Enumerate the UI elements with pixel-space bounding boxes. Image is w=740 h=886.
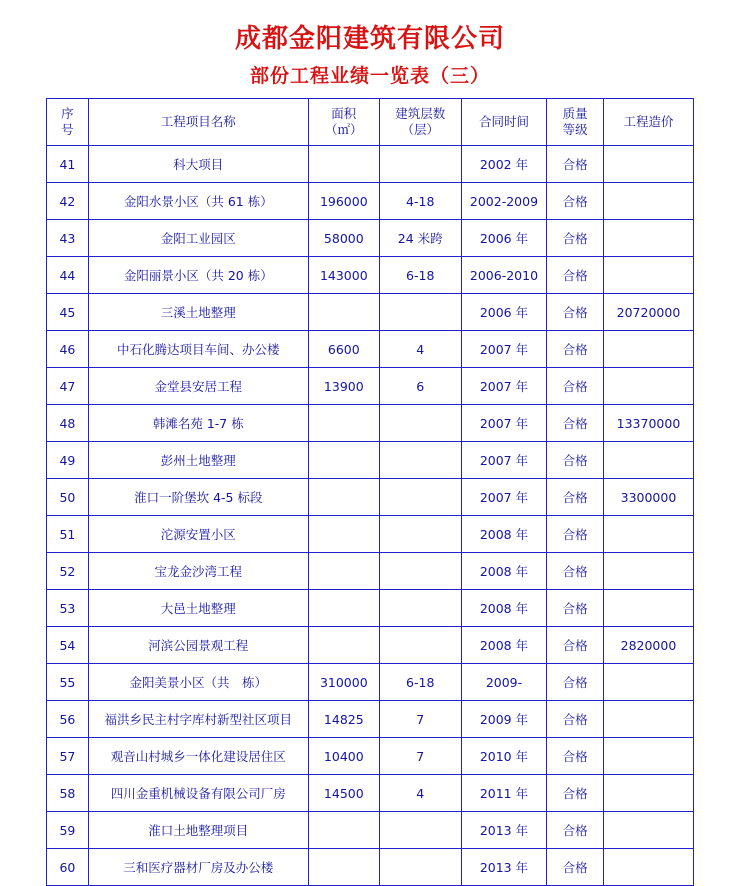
cell-grade: 合格 xyxy=(547,405,604,442)
cell-name: 淮口一阶堡坎 4-5 标段 xyxy=(88,479,308,516)
cell-date: 2007 年 xyxy=(461,405,547,442)
table-row xyxy=(47,368,694,405)
cell-date: 2007 年 xyxy=(461,368,547,405)
cell-floors xyxy=(379,516,461,553)
cell-name: 金阳丽景小区（共 20 栋） xyxy=(88,257,308,294)
cell-grade: 合格 xyxy=(547,553,604,590)
cell-area xyxy=(308,479,379,516)
cell-floors xyxy=(379,812,461,849)
cell-cost xyxy=(603,775,693,812)
cell-floors xyxy=(379,627,461,664)
table-header xyxy=(47,99,694,146)
cell-area: 14825 xyxy=(308,701,379,738)
table-row xyxy=(47,849,694,886)
cell-no: 41 xyxy=(47,146,89,183)
cell-area: 13900 xyxy=(308,368,379,405)
table-row xyxy=(47,294,694,331)
table-row xyxy=(47,664,694,701)
cell-grade: 合格 xyxy=(547,812,604,849)
cell-floors: 4-18 xyxy=(379,183,461,220)
cell-name: 河滨公园景观工程 xyxy=(88,627,308,664)
cell-floors xyxy=(379,590,461,627)
cell-cost xyxy=(603,849,693,886)
cell-date: 2008 年 xyxy=(461,627,547,664)
cell-area xyxy=(308,553,379,590)
table-row xyxy=(47,553,694,590)
cell-name: 金阳美景小区（共 栋） xyxy=(88,664,308,701)
table-row xyxy=(47,479,694,516)
column-header-grade-line1: 质量 xyxy=(562,106,588,122)
cell-no: 49 xyxy=(47,442,89,479)
cell-floors: 4 xyxy=(379,331,461,368)
cell-date: 2006 年 xyxy=(461,294,547,331)
cell-cost xyxy=(603,516,693,553)
column-header-area xyxy=(308,99,379,146)
cell-name: 金阳水景小区（共 61 栋） xyxy=(88,183,308,220)
column-header-area-line2: （㎡） xyxy=(325,122,363,137)
cell-area xyxy=(308,849,379,886)
cell-grade: 合格 xyxy=(547,331,604,368)
cell-grade: 合格 xyxy=(547,775,604,812)
cell-grade: 合格 xyxy=(547,442,604,479)
cell-no: 42 xyxy=(47,183,89,220)
cell-floors xyxy=(379,405,461,442)
cell-name: 中石化腾达项目车间、办公楼 xyxy=(88,331,308,368)
cell-cost xyxy=(603,701,693,738)
cell-area xyxy=(308,516,379,553)
cell-name: 三和医疗器材厂房及办公楼 xyxy=(88,849,308,886)
cell-date: 2002 年 xyxy=(461,146,547,183)
table-row xyxy=(47,701,694,738)
cell-date: 2009 年 xyxy=(461,701,547,738)
cell-no: 51 xyxy=(47,516,89,553)
cell-area xyxy=(308,405,379,442)
cell-no: 60 xyxy=(47,849,89,886)
cell-cost xyxy=(603,664,693,701)
cell-grade: 合格 xyxy=(547,220,604,257)
cell-cost xyxy=(603,553,693,590)
table-header-row xyxy=(47,99,694,146)
cell-name: 金阳工业园区 xyxy=(88,220,308,257)
cell-floors xyxy=(379,479,461,516)
cell-area: 196000 xyxy=(308,183,379,220)
cell-grade: 合格 xyxy=(547,590,604,627)
cell-area xyxy=(308,146,379,183)
cell-no: 53 xyxy=(47,590,89,627)
column-header-date xyxy=(461,99,547,146)
table-body xyxy=(47,146,694,886)
cell-no: 55 xyxy=(47,664,89,701)
column-header-name xyxy=(88,99,308,146)
column-header-no xyxy=(47,99,89,146)
cell-cost xyxy=(603,257,693,294)
cell-floors: 24 米跨 xyxy=(379,220,461,257)
cell-no: 48 xyxy=(47,405,89,442)
cell-grade: 合格 xyxy=(547,183,604,220)
cell-cost xyxy=(603,442,693,479)
cell-floors: 6-18 xyxy=(379,257,461,294)
cell-floors xyxy=(379,849,461,886)
cell-name: 彭州土地整理 xyxy=(88,442,308,479)
table-row xyxy=(47,257,694,294)
cell-cost: 20720000 xyxy=(603,294,693,331)
cell-grade: 合格 xyxy=(547,664,604,701)
cell-no: 46 xyxy=(47,331,89,368)
cell-date: 2011 年 xyxy=(461,775,547,812)
cell-no: 54 xyxy=(47,627,89,664)
cell-floors: 6 xyxy=(379,368,461,405)
cell-no: 58 xyxy=(47,775,89,812)
cell-cost: 13370000 xyxy=(603,405,693,442)
column-header-no-line2: 号 xyxy=(61,122,74,137)
table-row xyxy=(47,405,694,442)
column-header-grade-line2: 等级 xyxy=(562,122,588,137)
cell-floors xyxy=(379,146,461,183)
cell-name: 淮口土地整理项目 xyxy=(88,812,308,849)
cell-no: 47 xyxy=(47,368,89,405)
cell-floors xyxy=(379,294,461,331)
cell-area: 143000 xyxy=(308,257,379,294)
cell-floors: 7 xyxy=(379,738,461,775)
cell-grade: 合格 xyxy=(547,479,604,516)
table-row xyxy=(47,220,694,257)
company-title: 成都金阳建筑有限公司 xyxy=(234,24,505,54)
cell-cost xyxy=(603,738,693,775)
cell-area: 10400 xyxy=(308,738,379,775)
column-header-floors-line2: （层） xyxy=(401,122,439,137)
cell-date: 2002-2009 xyxy=(461,183,547,220)
cell-cost xyxy=(603,183,693,220)
cell-grade: 合格 xyxy=(547,738,604,775)
table-row xyxy=(47,775,694,812)
cell-cost: 2820000 xyxy=(603,627,693,664)
cell-cost xyxy=(603,368,693,405)
cell-grade: 合格 xyxy=(547,294,604,331)
cell-no: 59 xyxy=(47,812,89,849)
column-header-cost xyxy=(603,99,693,146)
cell-area xyxy=(308,294,379,331)
cell-name: 宝龙金沙湾工程 xyxy=(88,553,308,590)
cell-cost: 3300000 xyxy=(603,479,693,516)
cell-name: 福洪乡民主村字库村新型社区项目 xyxy=(88,701,308,738)
cell-area: 310000 xyxy=(308,664,379,701)
cell-cost xyxy=(603,331,693,368)
cell-floors xyxy=(379,442,461,479)
cell-grade: 合格 xyxy=(547,146,604,183)
cell-cost xyxy=(603,812,693,849)
cell-date: 2013 年 xyxy=(461,849,547,886)
cell-date: 2006-2010 xyxy=(461,257,547,294)
table-row xyxy=(47,738,694,775)
cell-no: 50 xyxy=(47,479,89,516)
cell-cost xyxy=(603,146,693,183)
cell-name: 韩滩名苑 1-7 栋 xyxy=(88,405,308,442)
cell-date: 2007 年 xyxy=(461,479,547,516)
table-row xyxy=(47,627,694,664)
cell-area: 14500 xyxy=(308,775,379,812)
cell-cost xyxy=(603,220,693,257)
cell-no: 57 xyxy=(47,738,89,775)
cell-floors: 4 xyxy=(379,775,461,812)
table-row xyxy=(47,442,694,479)
cell-floors: 7 xyxy=(379,701,461,738)
table-row xyxy=(47,331,694,368)
column-header-date-line1: 合同时间 xyxy=(478,114,529,130)
column-header-no-line1: 序 xyxy=(61,106,74,122)
column-header-grade xyxy=(547,99,604,146)
cell-area xyxy=(308,442,379,479)
table-row xyxy=(47,812,694,849)
cell-floors: 6-18 xyxy=(379,664,461,701)
cell-grade: 合格 xyxy=(547,257,604,294)
cell-no: 45 xyxy=(47,294,89,331)
cell-name: 观音山村城乡一体化建设居住区 xyxy=(88,738,308,775)
column-header-floors-line1: 建筑层数 xyxy=(395,106,446,122)
cell-cost xyxy=(603,590,693,627)
table-row xyxy=(47,146,694,183)
cell-name: 三溪土地整理 xyxy=(88,294,308,331)
cell-name: 沱源安置小区 xyxy=(88,516,308,553)
cell-date: 2010 年 xyxy=(461,738,547,775)
cell-name: 大邑土地整理 xyxy=(88,590,308,627)
cell-date: 2009- xyxy=(461,664,547,701)
cell-area xyxy=(308,812,379,849)
cell-area: 6600 xyxy=(308,331,379,368)
cell-date: 2007 年 xyxy=(461,442,547,479)
column-header-area-line1: 面积 xyxy=(331,106,357,122)
cell-grade: 合格 xyxy=(547,701,604,738)
cell-grade: 合格 xyxy=(547,516,604,553)
cell-floors xyxy=(379,553,461,590)
cell-name: 科大项目 xyxy=(88,146,308,183)
table-row xyxy=(47,183,694,220)
cell-area: 58000 xyxy=(308,220,379,257)
cell-no: 44 xyxy=(47,257,89,294)
column-header-cost-line1: 工程造价 xyxy=(623,114,674,130)
cell-date: 2006 年 xyxy=(461,220,547,257)
cell-area xyxy=(308,627,379,664)
cell-date: 2008 年 xyxy=(461,553,547,590)
cell-grade: 合格 xyxy=(547,368,604,405)
table-row xyxy=(47,590,694,627)
cell-no: 52 xyxy=(47,553,89,590)
cell-area xyxy=(308,590,379,627)
cell-grade: 合格 xyxy=(547,627,604,664)
cell-name: 金堂县安居工程 xyxy=(88,368,308,405)
table-row xyxy=(47,516,694,553)
column-header-floors xyxy=(379,99,461,146)
table-title: 部份工程业绩一览表（三） xyxy=(249,65,490,87)
cell-date: 2013 年 xyxy=(461,812,547,849)
cell-date: 2007 年 xyxy=(461,331,547,368)
cell-grade: 合格 xyxy=(547,849,604,886)
project-performance-table xyxy=(46,98,694,886)
cell-no: 56 xyxy=(47,701,89,738)
cell-no: 43 xyxy=(47,220,89,257)
cell-name: 四川金重机械设备有限公司厂房 xyxy=(88,775,308,812)
cell-date: 2008 年 xyxy=(461,590,547,627)
cell-date: 2008 年 xyxy=(461,516,547,553)
column-header-name-line1: 工程项目名称 xyxy=(160,114,236,130)
